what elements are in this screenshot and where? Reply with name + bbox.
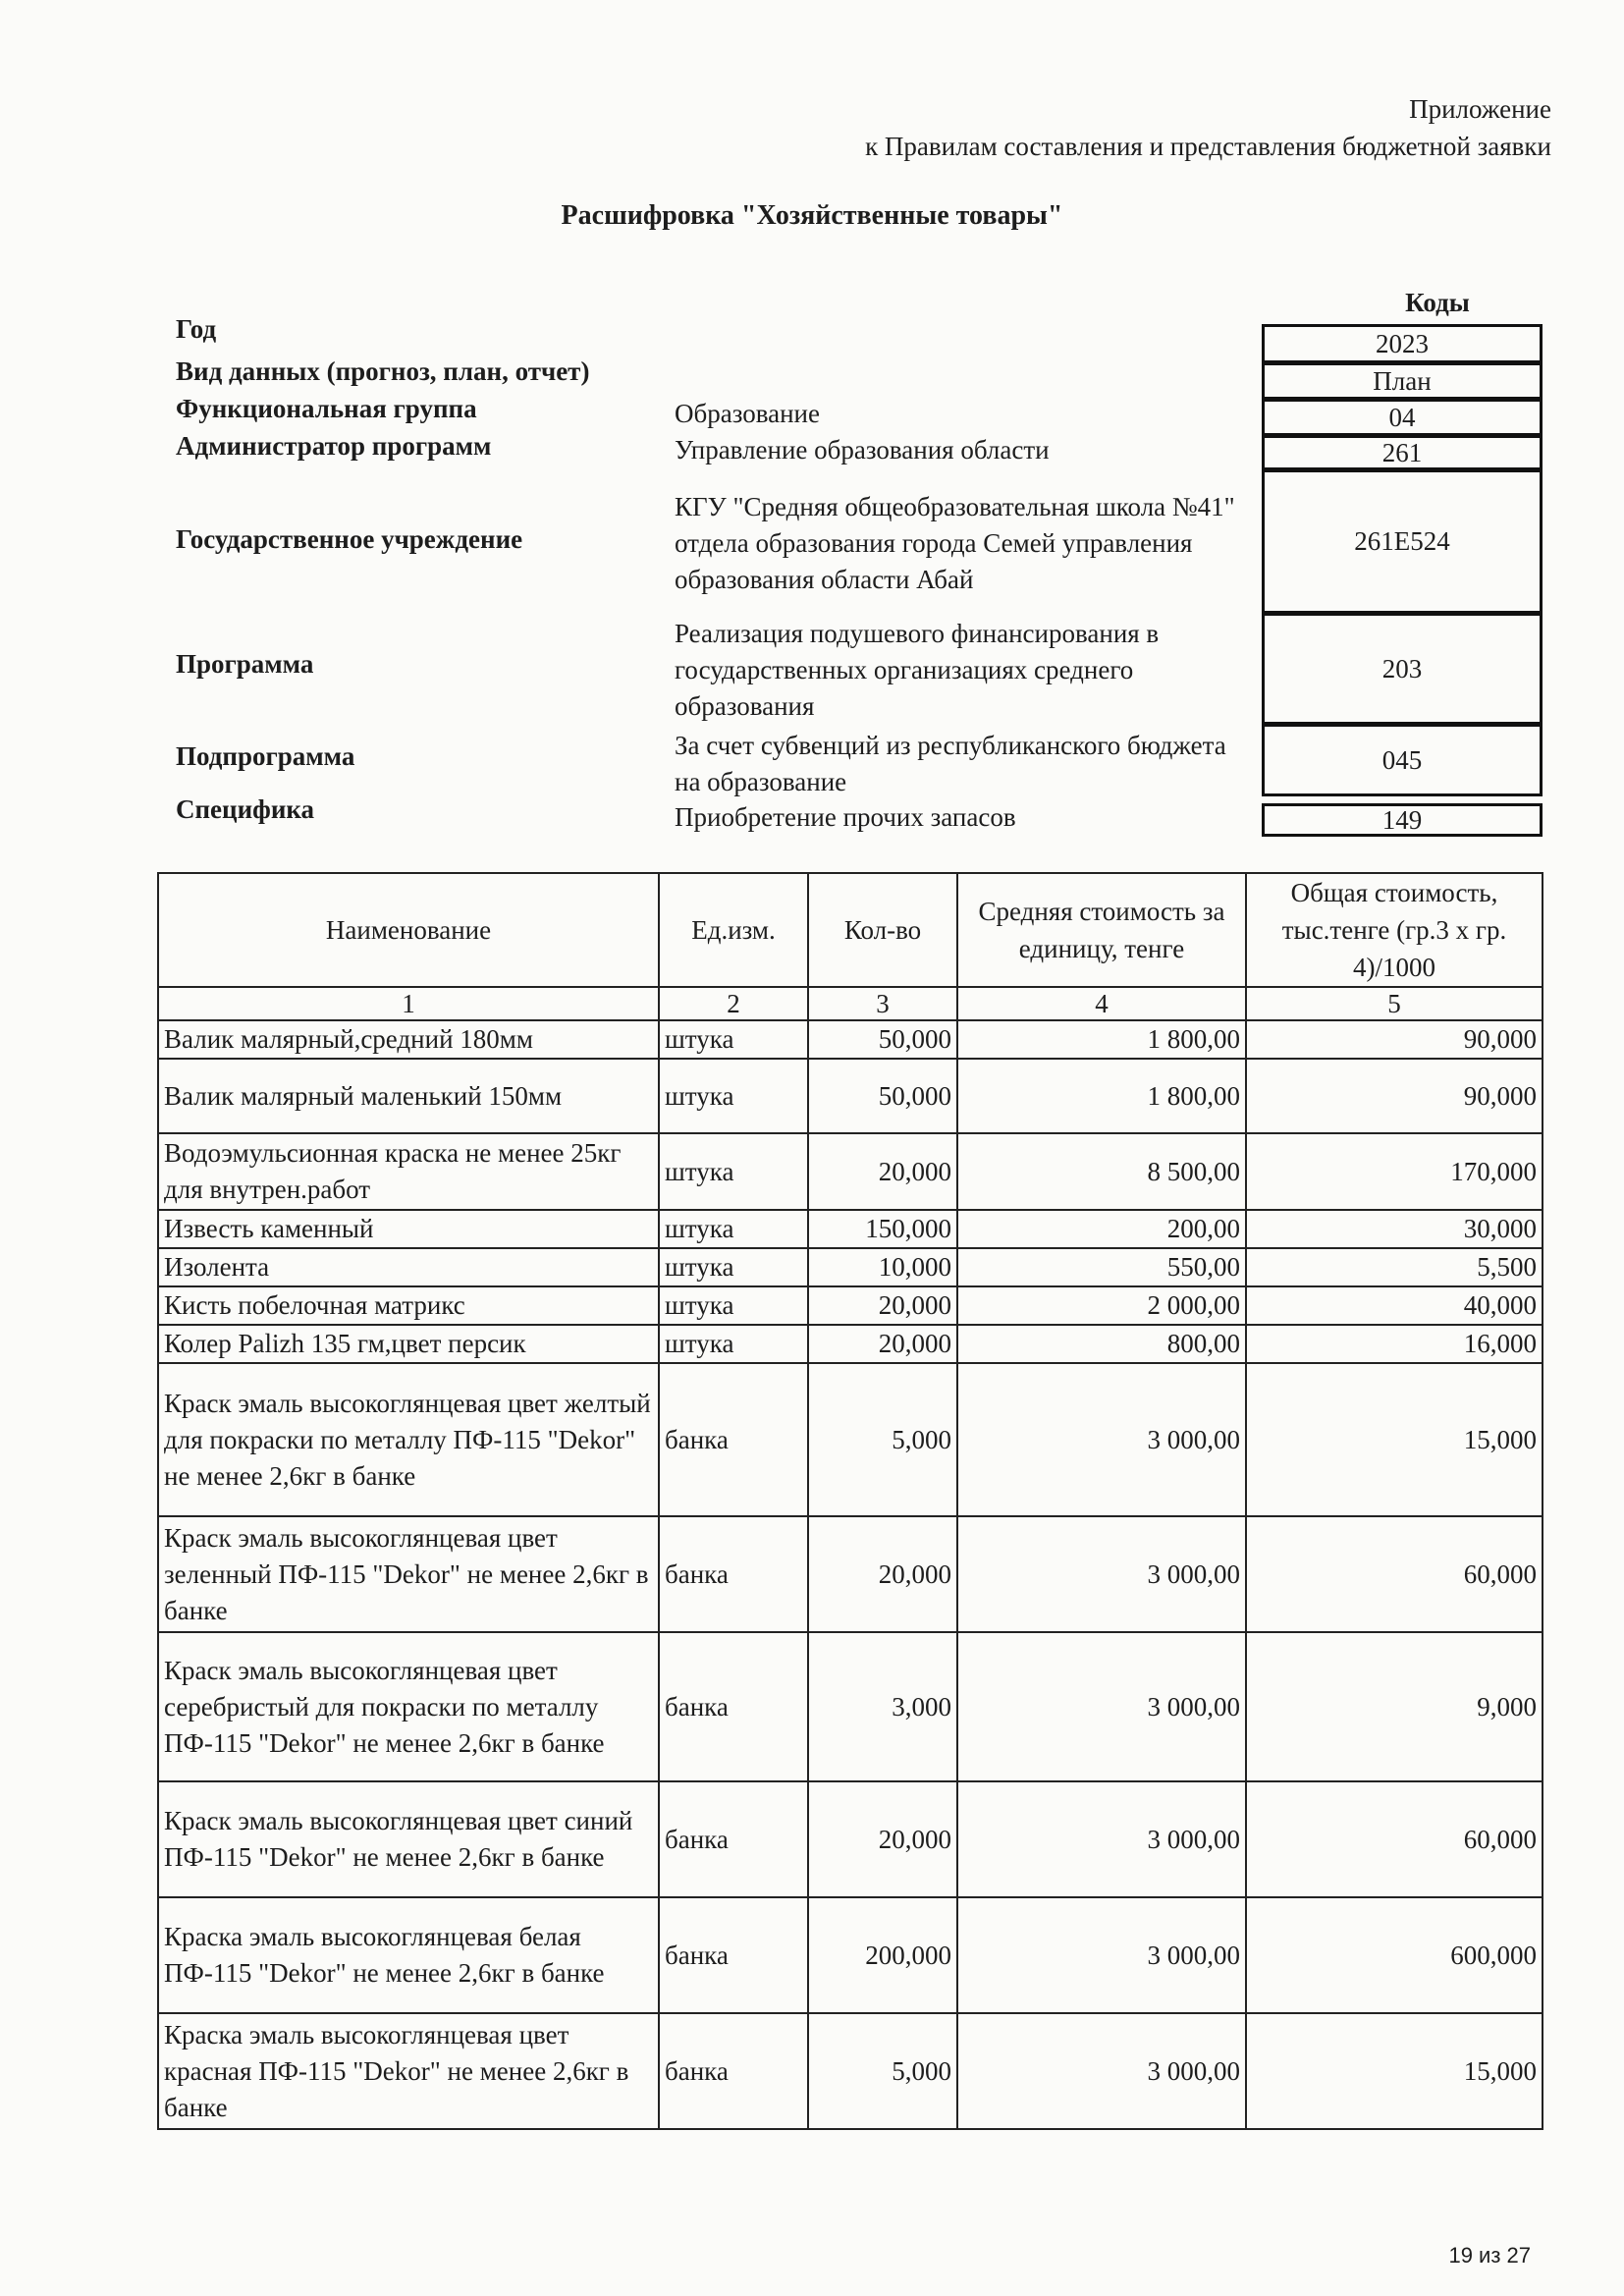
item-total: 60,000 [1246, 1781, 1543, 1897]
label-program: Программа [176, 649, 314, 679]
code-subprogram: 045 [1262, 724, 1543, 796]
label-program-admin: Администратор программ [176, 431, 492, 461]
item-name: Краск эмаль высокоглянцевая цвет серебристый для покраски по металлу ПФ-115 "Dekor" не менее 2,6кг в банке [158, 1632, 659, 1781]
item-qty: 3,000 [808, 1632, 957, 1781]
code-program: 203 [1262, 613, 1543, 725]
item-unit: штука [659, 1210, 808, 1248]
table-row [158, 1363, 1543, 1516]
table-row [158, 1133, 1543, 1210]
item-qty: 20,000 [808, 1516, 957, 1632]
col-number-2: 2 [659, 987, 808, 1020]
page-number: 19 из 27 [1448, 2243, 1531, 2268]
item-qty: 150,000 [808, 1210, 957, 1248]
item-total: 170,000 [1246, 1133, 1543, 1210]
item-name: Краск эмаль высокоглянцевая цвет зеленный ПФ-115 "Dekor" не менее 2,6кг в банке [158, 1516, 659, 1632]
appendix-line-1: Приложение [1409, 94, 1551, 124]
codes-label: Коды [1405, 288, 1470, 317]
appendix-note [865, 90, 1551, 165]
code-specific: 149 [1262, 803, 1543, 837]
item-qty: 20,000 [808, 1781, 957, 1897]
expenses-table [157, 872, 1543, 2130]
item-name: Водоэмульсионная краска не менее 25кг для внутрен.работ [158, 1133, 659, 1210]
item-total: 15,000 [1246, 1363, 1543, 1516]
item-unit: штука [659, 1133, 808, 1210]
item-unit: штука [659, 1325, 808, 1363]
column-number-row [158, 987, 1543, 1020]
value-subprogram: За счет субвенций из республиканского бюджета на образование [675, 731, 1226, 796]
item-qty: 20,000 [808, 1325, 957, 1363]
header-name: Наименование [158, 873, 659, 987]
value-program-admin: Управление образования области [675, 435, 1050, 465]
item-qty: 50,000 [808, 1059, 957, 1133]
item-name: Валик малярный,средний 180мм [158, 1020, 659, 1059]
value-institution: КГУ "Средняя общеобразовательная школа №41" отдела образования города Семей управления образования области Абай [675, 492, 1235, 594]
item-price: 800,00 [957, 1325, 1246, 1363]
col-number-5: 5 [1246, 987, 1543, 1020]
table-row [158, 1020, 1543, 1059]
item-unit: банка [659, 1781, 808, 1897]
label-institution: Государственное учреждение [176, 524, 523, 554]
code-institution: 261E524 [1262, 469, 1543, 614]
item-total: 16,000 [1246, 1325, 1543, 1363]
table-row [158, 1059, 1543, 1133]
item-name: Изолента [158, 1248, 659, 1286]
value-specific: Приобретение прочих запасов [675, 802, 1016, 832]
table-row [158, 1781, 1543, 1897]
item-qty: 50,000 [808, 1020, 957, 1059]
header-price: Средняя стоимость за единицу, тенге [957, 873, 1246, 987]
table-row [158, 1325, 1543, 1363]
code-year: 2023 [1262, 324, 1543, 363]
code-program-admin: 261 [1262, 435, 1543, 470]
table-row [158, 2013, 1543, 2129]
item-name: Краск эмаль высокоглянцевая цвет желтый для покраски по металлу ПФ-115 "Dekor" не менее 2,6кг в банке [158, 1363, 659, 1516]
table-row [158, 1210, 1543, 1248]
item-total: 600,000 [1246, 1897, 1543, 2013]
value-program: Реализация подушевого финансирования в государственных организациях среднего образования [675, 619, 1160, 721]
item-price: 3 000,00 [957, 1363, 1246, 1516]
item-unit: штука [659, 1059, 808, 1133]
table-header-row [158, 873, 1543, 987]
item-total: 5,500 [1246, 1248, 1543, 1286]
item-total: 90,000 [1246, 1059, 1543, 1133]
label-data-type: Вид данных (прогноз, план, отчет) [176, 356, 590, 386]
item-total: 60,000 [1246, 1516, 1543, 1632]
table-row [158, 1248, 1543, 1286]
table-row [158, 1286, 1543, 1325]
code-functional-group: 04 [1262, 399, 1543, 436]
item-price: 1 800,00 [957, 1020, 1246, 1059]
item-total: 9,000 [1246, 1632, 1543, 1781]
item-unit: банка [659, 1897, 808, 2013]
item-unit: штука [659, 1020, 808, 1059]
item-price: 200,00 [957, 1210, 1246, 1248]
item-qty: 10,000 [808, 1248, 957, 1286]
item-unit: банка [659, 2013, 808, 2129]
table-row [158, 1516, 1543, 1632]
label-year: Год [176, 314, 217, 344]
label-functional-group: Функциональная группа [176, 394, 477, 423]
col-number-1: 1 [158, 987, 659, 1020]
header-unit: Ед.изм. [659, 873, 808, 987]
item-qty: 20,000 [808, 1133, 957, 1210]
col-number-4: 4 [957, 987, 1246, 1020]
item-price: 3 000,00 [957, 1516, 1246, 1632]
label-subprogram: Подпрограмма [176, 741, 355, 771]
item-unit: штука [659, 1248, 808, 1286]
item-price: 3 000,00 [957, 1632, 1246, 1781]
item-price: 3 000,00 [957, 1897, 1246, 2013]
item-total: 15,000 [1246, 2013, 1543, 2129]
document-title: Расшифровка "Хозяйственные товары" [561, 200, 1063, 231]
item-unit: банка [659, 1516, 808, 1632]
label-specific: Специфика [176, 794, 315, 824]
value-functional-group: Образование [675, 399, 820, 428]
item-total: 40,000 [1246, 1286, 1543, 1325]
item-unit: банка [659, 1363, 808, 1516]
item-qty: 5,000 [808, 2013, 957, 2129]
item-price: 3 000,00 [957, 2013, 1246, 2129]
item-name: Валик малярный маленький 150мм [158, 1059, 659, 1133]
item-qty: 5,000 [808, 1363, 957, 1516]
table-row [158, 1897, 1543, 2013]
col-number-3: 3 [808, 987, 957, 1020]
item-price: 1 800,00 [957, 1059, 1246, 1133]
header-qty: Кол-во [808, 873, 957, 987]
code-data-type: План [1262, 362, 1543, 400]
item-name: Краска эмаль высокоглянцевая цвет красная ПФ-115 "Dekor" не менее 2,6кг в банке [158, 2013, 659, 2129]
item-name: Краска эмаль высокоглянцевая белая ПФ-115 "Dekor" не менее 2,6кг в банке [158, 1897, 659, 2013]
item-price: 2 000,00 [957, 1286, 1246, 1325]
item-name: Кисть побелочная матрикс [158, 1286, 659, 1325]
item-price: 8 500,00 [957, 1133, 1246, 1210]
table-row [158, 1632, 1543, 1781]
item-price: 3 000,00 [957, 1781, 1246, 1897]
item-name: Известь каменный [158, 1210, 659, 1248]
item-total: 90,000 [1246, 1020, 1543, 1059]
header-total: Общая стоимость, тыс.тенге (гр.3 х гр. 4)/1000 [1246, 873, 1543, 987]
item-qty: 200,000 [808, 1897, 957, 2013]
item-qty: 20,000 [808, 1286, 957, 1325]
item-total: 30,000 [1246, 1210, 1543, 1248]
item-price: 550,00 [957, 1248, 1246, 1286]
item-name: Краск эмаль высокоглянцевая цвет синий ПФ-115 "Dekor" не менее 2,6кг в банке [158, 1781, 659, 1897]
item-unit: банка [659, 1632, 808, 1781]
header-block [172, 285, 1556, 845]
item-unit: штука [659, 1286, 808, 1325]
appendix-line-2: к Правилам составления и представления бюджетной заявки [865, 132, 1551, 161]
item-name: Колер Palizh 135 гм,цвет персик [158, 1325, 659, 1363]
